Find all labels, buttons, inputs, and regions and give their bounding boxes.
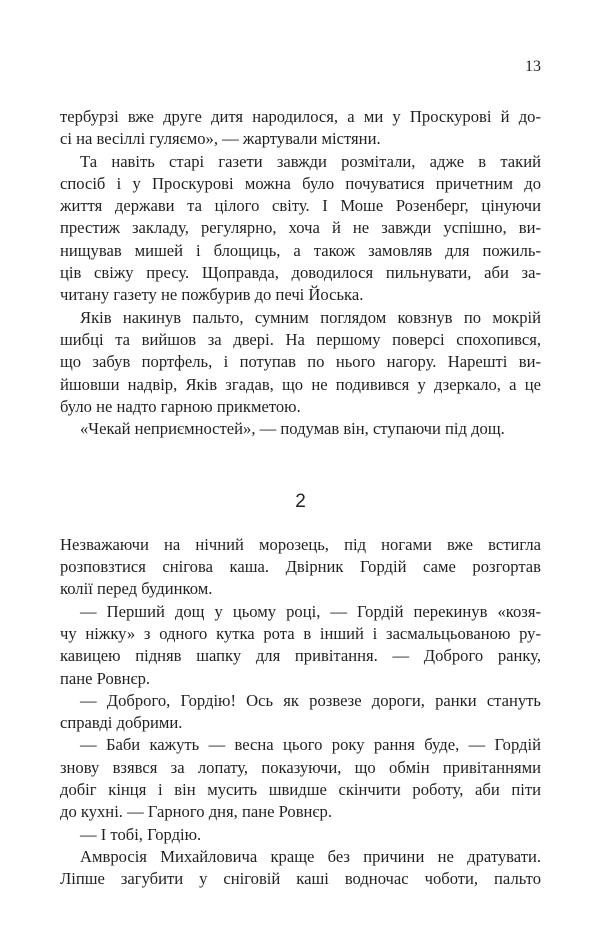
text-line: Незважаючи на нічний морозець, під ногами вже встигла <box>60 534 541 554</box>
text-line: — Доброго, Гордію! Ось як розвезе дороги, ранки стануть <box>80 690 541 710</box>
text-line: престиж закладу, регулярно, хоча й не завжди успішно, ви- <box>60 218 541 238</box>
section-before <box>60 106 541 440</box>
paragraph <box>60 106 541 151</box>
text-line: знову взявся за лопату, показуючи, що обмін привітаннями <box>60 757 541 777</box>
text-line: розповзтися снігова каша. Двірник Гордій саме розгортав <box>60 557 541 577</box>
text-line: що забув портфель, і потупав по нього нагору. Нарешті ви- <box>60 352 541 372</box>
paragraph <box>60 418 541 440</box>
paragraph <box>60 601 541 690</box>
text-line: добіг кінця і він мусить швидше скінчити роботу, аби піти <box>60 780 541 800</box>
text-line: чу ніжку» з одного кутка рота в інший і засмальцьованою ру- <box>60 623 541 643</box>
text-line: пане Ровнєр. <box>60 668 151 688</box>
text-line: йшовши надвір, Яків згадав, що не подивився у дзеркало, а це <box>60 374 541 394</box>
text-line: до кухні. — Гарного дня, пане Ровнєр. <box>60 802 332 822</box>
text-line: «Чекай неприємностей», — подумав він, ступаючи під дощ. <box>80 419 505 439</box>
page-number: 13 <box>525 58 541 75</box>
paragraph <box>60 151 541 307</box>
text-line: було не надто гарною прикметою. <box>60 396 301 416</box>
section-after <box>60 534 541 891</box>
text-line: — І тобі, Гордію. <box>80 824 202 844</box>
paragraph <box>60 846 541 891</box>
page-body <box>60 106 541 891</box>
text-line: Амвросія Михайловича краще без причини не дратувати. <box>80 846 541 866</box>
text-line: Ліпше загубити у сніговій каші водночас чоботи, пальто <box>60 869 541 889</box>
text-line: читану газету не пожбурив до печі Йоська. <box>60 285 364 305</box>
paragraph <box>60 690 541 735</box>
chapter-heading: 2 <box>295 491 306 513</box>
text-line: спосіб і у Проскурові можна було почуватися причетним до <box>60 173 541 193</box>
paragraph <box>60 734 541 823</box>
text-line: шибці та вийшов за двері. На першому поверсі спохопився, <box>60 329 541 349</box>
paragraph <box>60 824 541 846</box>
text-line: нищував мишей і блощиць, а також замовляв для пожиль- <box>60 240 541 260</box>
paragraph <box>60 307 541 418</box>
text-line: життя держави та цілого світу. І Моше Розенберг, цінуючи <box>60 196 541 216</box>
text-line: ців свіжу пресу. Щоправда, доводилося пильнувати, аби за- <box>60 263 541 283</box>
text-line: — Баби кажуть — весна цього року рання буде, — Гордій <box>80 735 541 755</box>
text-line: — Перший дощ у цьому році, — Гордій перекинув «козя- <box>80 601 541 621</box>
text-line: справді добрими. <box>60 713 183 733</box>
paragraph <box>60 534 541 601</box>
text-line: кавицею підняв шапку для привітання. — Доброго ранку, <box>60 646 541 666</box>
text-line: тербурзі вже друге дитя народилося, а ми у Проскурові й до- <box>60 107 541 126</box>
text-line: сі на весіллі гуляємо», — жартували містяни. <box>60 129 381 149</box>
text-line: Та навіть старі газети завжди розмітали, адже в такий <box>80 151 541 171</box>
text-line: Яків накинув пальто, сумним поглядом ковзнув по мокрій <box>80 307 541 327</box>
text-line: колії перед будинком. <box>60 579 213 599</box>
